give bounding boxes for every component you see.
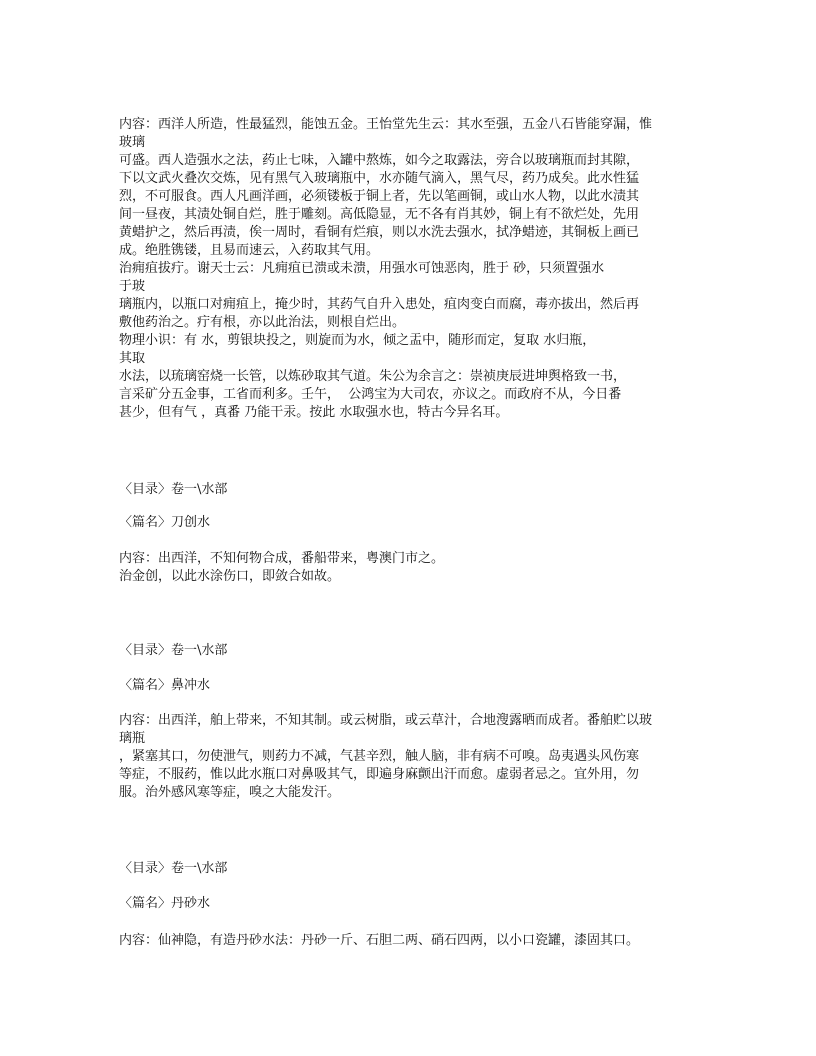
body-line: 内容：西洋人所造，性最猛烈，能蚀五金。王怡堂先生云：其水至强，五金八石皆能穿漏，惟 xyxy=(119,117,653,132)
body-line: 治金创，以此水涂伤口，即敛合如故。 xyxy=(119,569,341,584)
catalog-heading: 〈目录〉卷一\水部 xyxy=(119,861,228,876)
body-line: 烈，不可服食。西人凡画洋画，必须镂板于铜上者，先以笔画铜，或山水人物，以此水渍其 xyxy=(119,189,640,204)
body-line: 下以文武火叠次交炼，见有黑气入玻璃瓶中，水亦随气滴入，黑气尽，药乃成矣。此水性猛 xyxy=(119,171,640,186)
body-line: ，紧塞其口，勿使泄气，则药力不减，气甚辛烈，触人脑，非有病不可嗅。岛夷遇头风伤寒 xyxy=(119,749,640,764)
body-line: 水法，以琉璃窑烧一长管，以炼砂取其气道。朱公为余言之：崇祯庚辰进坤舆格致一书， xyxy=(119,369,627,384)
body-line: 服。治外感风寒等症，嗅之大能发汗。 xyxy=(119,785,341,800)
body-line: 治痈疽拔疔。谢天士云：凡痈疽已溃或未溃，用强水可蚀恶肉，胜于 砂，只须置强水 xyxy=(119,261,605,276)
chapter-title: 〈篇名〉鼻冲水 xyxy=(119,678,211,693)
chapter-title: 〈篇名〉丹砂水 xyxy=(119,896,211,911)
catalog-heading: 〈目录〉卷一\水部 xyxy=(119,643,228,658)
body-line: 内容：仙神隐，有造丹砂水法：丹砂一斤、石胆二两、硝石四两，以小口瓷罐，漆固其口。 xyxy=(119,933,640,948)
body-line: 物理小识：有 水，剪银块投之，则旋而为水，倾之盂中，随形而定，复取 水归瓶， xyxy=(119,333,596,348)
body-line: 成。绝胜镌镂，且易而速云，入药取其气用。 xyxy=(119,243,380,258)
body-line: 玻璃 xyxy=(119,135,146,150)
body-line: 于玻 xyxy=(119,279,146,294)
body-line: 敷他药治之。疔有根，亦以此治法，则根自烂出。 xyxy=(119,315,406,330)
body-line: 可盛。西人造强水之法，药止七味，入罐中熬炼，如今之取露法，旁合以玻璃瓶而封其隙， xyxy=(119,153,640,168)
body-line: 内容：出西洋，舶上带来，不知其制。或云树脂，或云草汁，合地溲露晒而成者。番舶贮以玻 xyxy=(119,713,653,728)
body-line: 甚少，但有气 ，真番 乃能干汞。按此 水取强水也，特古今异名耳。 xyxy=(119,405,509,420)
body-line: 黄蜡护之，然后再渍，俟一周时，看铜有烂痕，则以水洗去强水，拭净蜡迹，其铜板上画已 xyxy=(119,225,640,240)
body-line: 言采矿分五金事，工省而利多。壬午， 公鸿宝为大司农，亦议之。而政府不从，今日番 xyxy=(119,387,622,402)
body-line: 等症，不服药，惟以此水瓶口对鼻吸其气，即遍身麻颤出汗而愈。虚弱者忌之。宜外用，勿 xyxy=(119,767,640,782)
body-line: 璃瓶 xyxy=(119,731,146,746)
chapter-title: 〈篇名〉刀创水 xyxy=(119,515,211,530)
body-line: 璃瓶内，以瓶口对痈疽上，掩少时，其药气自升入患处，疽肉变白而腐，毒亦拔出，然后再 xyxy=(119,297,640,312)
body-line: 其取 xyxy=(119,351,146,366)
body-line: 间一昼夜，其渍处铜自烂，胜于雕刻。高低隐显，无不各有肖其妙，铜上有不欲烂处，先用 xyxy=(119,207,640,222)
catalog-heading: 〈目录〉卷一\水部 xyxy=(119,482,228,497)
body-line: 内容：出西洋，不知何物合成，番船带来，粤澳门市之。 xyxy=(119,551,445,566)
